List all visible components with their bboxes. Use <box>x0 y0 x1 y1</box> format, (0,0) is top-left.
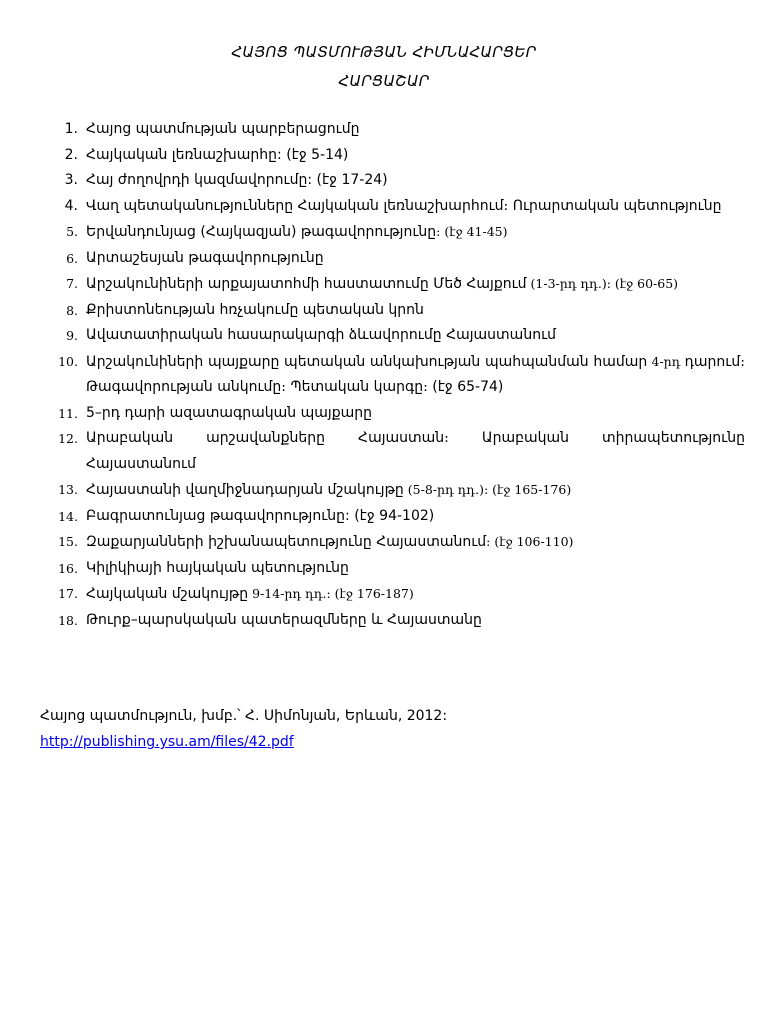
item-text: Արաբական արշավանքները Հայաստան։ Արաբական տիրապետությունը Հայաստանում <box>86 430 745 472</box>
item-number: 11. <box>58 405 78 421</box>
item-number: 17. <box>58 586 78 601</box>
item-text: Ավատատիրական հասարակարգի ձևավորումը Հայաստանում <box>86 327 557 343</box>
list-item <box>48 194 745 220</box>
list-item <box>48 529 745 556</box>
list-item <box>48 117 745 143</box>
item-text: Հայոց պատմության պարբերացումը <box>86 121 360 137</box>
source-link[interactable]: http://publishing.ysu.am/files/42.pdf <box>40 734 294 750</box>
item-number: 2. <box>64 146 78 163</box>
list-item <box>48 246 745 272</box>
list-item <box>48 608 745 634</box>
item-number: 4. <box>64 197 78 214</box>
list-item <box>48 477 745 504</box>
item-text: Կիլիկիայի հայկական պետությունը <box>86 559 349 576</box>
item-number: 5. <box>66 224 78 239</box>
item-text: 5–րդ դարի ազատագրական պայքարը <box>86 404 372 421</box>
item-number: 1. <box>64 121 78 137</box>
item-text: Հայկական մշակույթը 9-14-րդ դդ.: (էջ 176-187) <box>86 586 414 602</box>
item-text: Քրիստոնեության հռչակումը պետական կրոն <box>86 301 424 318</box>
item-number: 13. <box>58 482 78 497</box>
document-title: ՀԱՅՈՑ ՊԱՏՄՈՒԹՅԱՆ ՀԻՄՆԱՀԱՐՑԵՐ <box>231 43 537 61</box>
item-number: 8. <box>66 302 78 318</box>
item-text: Թուրք–պարսկական պատերազմները և Հայաստանը <box>86 611 482 628</box>
list-item <box>48 349 745 401</box>
item-number: 3. <box>64 172 78 188</box>
item-number: 6. <box>66 250 78 266</box>
list-item <box>48 401 745 427</box>
item-text: Բագրատունյաց թագավորությունը: (էջ 94-102) <box>86 507 435 524</box>
item-text: Արտաշեսյան թագավորությունը <box>86 249 324 266</box>
list-item <box>48 271 745 298</box>
list-item <box>48 581 745 608</box>
item-number: 9. <box>66 328 78 343</box>
item-text: Վաղ պետականությունները Հայկական լեռնաշխարհում։ Ուրարտական պետությունը <box>86 197 722 214</box>
list-item <box>48 168 745 194</box>
item-number: 14. <box>58 508 78 524</box>
source-citation: Հայոց պատմություն, խմբ.՝ Հ. Սիմոնյան, Երևան, 2012: <box>40 708 448 724</box>
item-text: Հայկական լեռնաշխարհը: (էջ 5-14) <box>86 146 349 163</box>
item-number: 10. <box>58 353 78 369</box>
item-number: 12. <box>58 431 78 446</box>
item-number: 15. <box>58 534 78 549</box>
list-item <box>48 219 745 246</box>
document-subtitle: ՀԱՐՑԱՇԱՐ <box>338 72 430 90</box>
item-number: 7. <box>66 276 78 291</box>
item-text: Արշակունիների արքայատոհմի հաստատումը Մեծ Հայքում (1-3-րդ դդ.): (էջ 60-65) <box>86 276 679 292</box>
list-item <box>48 143 745 169</box>
list-item <box>48 426 745 477</box>
list-item <box>48 556 745 582</box>
item-text: Հայաստանի վաղմիջնադարյան մշակույթը (5-8-րդ դդ.): (էջ 165-176) <box>86 482 572 498</box>
list-item <box>48 298 745 324</box>
question-list <box>48 117 745 633</box>
item-text: Հայ ժողովրդի կազմավորումը: (էջ 17-24) <box>86 172 388 188</box>
item-text: Զաքարյանների իշխանապետությունը Հայաստանում: (էջ 106-110) <box>86 534 574 550</box>
list-item <box>48 504 745 530</box>
item-text: Արշակունիների պայքարը պետական անկախության պահպանման համար 4-րդ դարում։ Թագավորության անկումը։ Պետական կարգը։ (էջ 65-74) <box>86 353 745 395</box>
list-item <box>48 323 745 349</box>
item-text: Երվանդունյաց (Հայկազյան) թագավորությունը: (էջ 41-45) <box>86 224 508 240</box>
item-number: 18. <box>58 612 78 628</box>
item-number: 16. <box>58 560 78 576</box>
